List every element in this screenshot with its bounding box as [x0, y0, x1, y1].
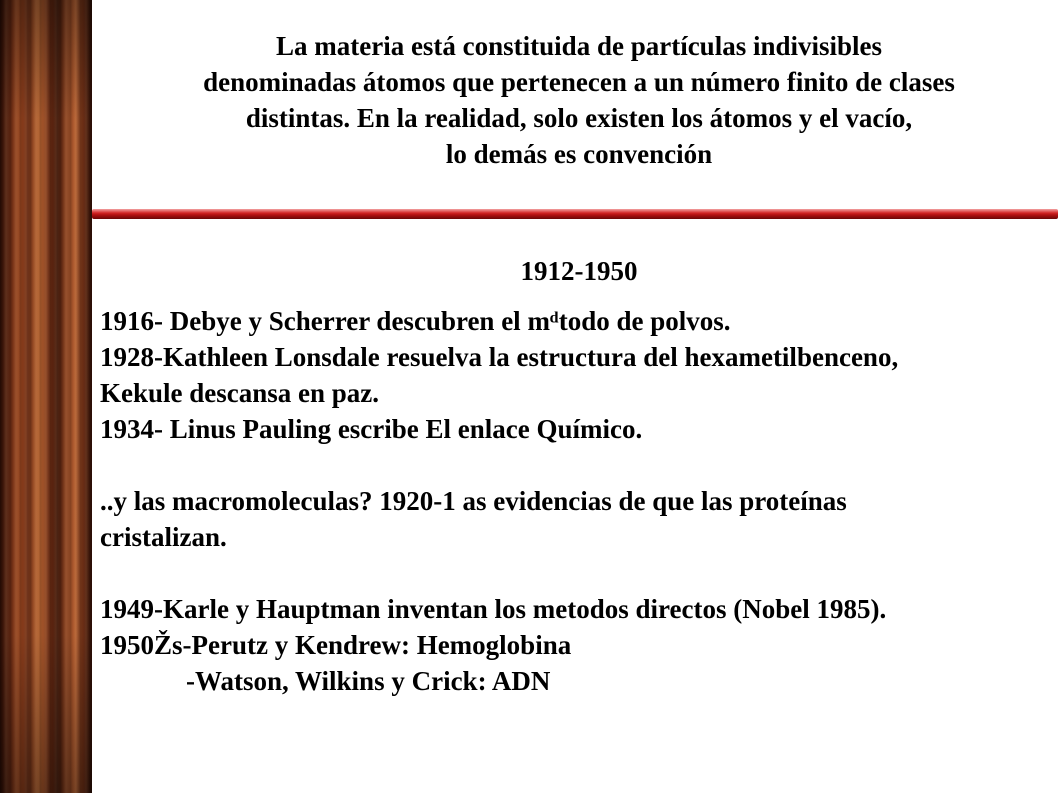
macromolecules-line: ..y las macromoleculas? 1920-1 as evidencias de que las proteínas: [100, 486, 847, 516]
timeline-line-1934: 1934- Linus Pauling escribe El enlace Químico.: [100, 414, 643, 444]
quote-line-4: lo demás es convención: [445, 139, 713, 169]
spacer: [100, 555, 1050, 591]
timeline-line-1950: 1950Žs-Perutz y Kendrew: Hemoglobina: [100, 630, 572, 660]
quote-line-3: distintas. En la realidad, solo existen los átomos y el vacío,: [245, 103, 913, 133]
timeline-line-1950-cont: -Watson, Wilkins y Crick: ADN: [186, 666, 551, 696]
timeline-line-1928-cont: Kekule descansa en paz.: [100, 378, 380, 408]
quote-block: [100, 28, 1058, 172]
quote-line-2: denominadas átomos que pertenecen a un número finito de clases: [203, 67, 955, 97]
spacer: [100, 447, 1050, 483]
quote-line-1: La materia está constituida de partículas indivisibles: [275, 31, 883, 61]
wood-border-shade: [0, 0, 92, 793]
timeline-line-1928: 1928-Kathleen Lonsdale resuelva la estructura del hexametilbenceno,: [100, 342, 899, 372]
period-heading: 1912-1950: [520, 256, 638, 286]
timeline-line-1916: 1916- Debye y Scherrer descubren el mᵈtodo de polvos.: [100, 306, 731, 336]
timeline-line-1949: 1949-Karle y Hauptman inventan los metodos directos (Nobel 1985).: [100, 594, 887, 624]
macromolecules-line-cont: cristalizan.: [100, 522, 227, 552]
red-divider: [92, 209, 1058, 219]
timeline-text: [100, 303, 1050, 699]
